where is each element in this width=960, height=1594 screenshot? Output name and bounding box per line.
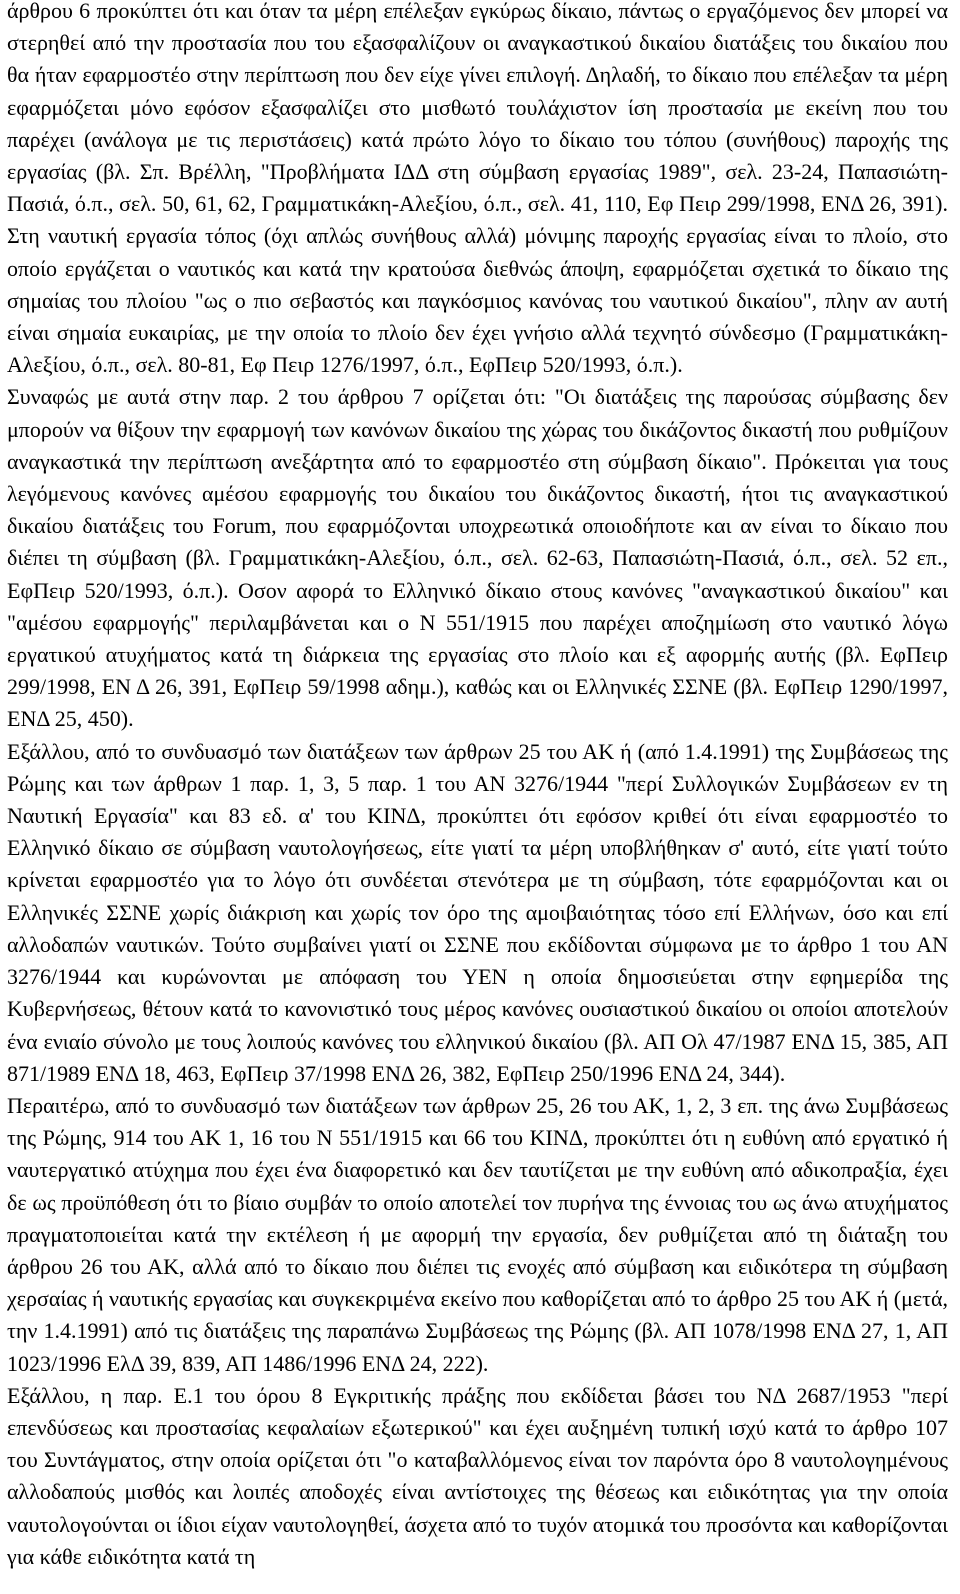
paragraph-foreign-capital-approval: Εξάλλου, η παρ. Ε.1 του όρου 8 Εγκριτικής πράξης που εκδίδεται βάσει του ΝΔ 2687/1953 "περί επενδύσεως και προστασίας κεφαλαίων εξωτερικού" και έχει αυξημένη τυπική ισχύ κατά το άρθρο 107 του Συντάγματος, στην οποία ορίζεται ότι "ο καταβαλλόμενος είναι τον παρόντα όρο 8 ναυτολογημένους αλλοδαπούς μισθός και λοιπές αποδοχές είναι αντίστοιχες της θέσεως και ειδικότητας για την οποία ναυτολογούνται οι ίδιοι είχαν ναυτολογηθεί, άσχετα από το τυχόν ατομικά του προσόντα και καθορίζονται για κάθε ειδικότητα κατά τη [7, 1382, 948, 1569]
paragraph-accident-liability: Περαιτέρω, από το συνδυασμό των διατάξεων των άρθρων 25, 26 του ΑΚ, 1, 2, 3 επ. της άνω Συμβάσεως της Ρώμης, 914 του ΑΚ 1, 16 του Ν 551/1915 και 66 του ΚΙΝΔ, προκύπτει ότι η ευθύνη από εργατικό ή ναυτεργατικό ατύχημα που έχει ένα διαφορετικό και δεν ταυτίζεται με την ευθύνη από αδικοπραξία, έχει δε ως προϋπόθεση ότι το βίαιο συμβάν το οποίο αποτελεί τον πυρήνα της έννοιας του ως άνω ατυχήματος πραγματοποιείται κατά την εκτέλεση ή με αφορμή την εργασία, δεν ρυθμίζεται από τη διάταξη του άρθρου 26 του ΑΚ, αλλά από το δίκαιο που διέπει τις ενοχές από σύμβαση και ειδικότερα τη σύμβαση χερσαίας ή ναυτικής εργασίας και συγκεκριμένα εκείνο που καθορίζεται από το άρθρο 25 του ΑΚ ή (μετά, την 1.4.1991) από τις διατάξεις της παραπάνω Συμβάσεως της Ρώμης (βλ. ΑΠ 1078/1998 ΕΝΔ 27, 1, ΑΠ 1023/1996 ΕλΔ 39, 839, ΑΠ 1486/1996 ΕΝΔ 24, 222). [7, 1092, 949, 1376]
paragraph-mandatory-rules: Συναφώς με αυτά στην παρ. 2 του άρθρου 7 ορίζεται ότι: "Οι διατάξεις της παρούσας σύμβασης δεν μπορούν να θίξουν την εφαρμογή των κανόνων δικαίου της χώρας του δικάζοντος δικαστή που ρυθμίζουν αναγκαστικά την περίπτωση ανεξάρτητα από το εφαρμοστέο στη σύμβαση δίκαιο". Πρόκειται για τους λεγόμενους κανόνες αμέσου εφαρμογής του δικαίου του δικάζοντος δικαστή, ήτοι τις αναγκαστικού δικαίου διατάξεις του Forum, που εφαρμόζονται υποχρεωτικά οποιοδήποτε και αν είναι το δίκαιο που διέπει τη σύμβαση (βλ. Γραμματικάκη-Αλεξίου, ό.π., σελ. 62-63, Παπασιώτη-Πασιά, ό.π., σελ. 52 επ., ΕφΠειρ 520/1993, ό.π.). Οσον αφορά το Ελληνικό δίκαιο στους κανόνες "αναγκαστικού δικαίου" και "αμέσου εφαρμογής" περιλαμβάνεται και ο Ν 551/1915 που παρέχει αποζημίωση στο ναυτικό λόγω εργατικού ατυχήματος κατά τη διάρκεια της εργασίας στο πλοίο και εξ αφορμής αυτής (βλ. ΕφΠειρ 299/1998, ΕΝ Δ 26, 391, ΕφΠειρ 59/1998 αδημ.), καθώς και οι Ελληνικές ΣΣΝΕ (βλ. ΕφΠειρ 1290/1997, ΕΝΔ 25, 450). [7, 384, 948, 732]
paragraph-collective-agreements: Εξάλλου, από το συνδυασμό των διατάξεων των άρθρων 25 του ΑΚ ή (από 1.4.1991) της Συμβάσεως της Ρώμης και των άρθρων 1 παρ. 1, 3, 5 παρ. 1 του ΑΝ 3276/1944 "περί Συλλογικών Συμβάσεων εν τη Ναυτική Εργασία" και 83 εδ. α' του ΚΙΝΔ, προκύπτει ότι εφόσον κριθεί ότι είναι εφαρμοστέο το Ελληνικό δίκαιο σε σύμβαση ναυτολογήσεως, είτε γιατί τα μέρη υποβλήθηκαν σ' αυτό, είτε γιατί τούτο κρίνεται εφαρμοστέο για το λόγο ότι συνδέεται στενότερα με τη σύμβαση, τότε εφαρμόζονται και οι Ελληνικές ΣΣΝΕ χωρίς διάκριση και χωρίς τον όρο της αμοιβαιότητας τόσο επί Ελλήνων, όσο και επί αλλοδαπών ναυτικών. Τούτο συμβαίνει γιατί οι ΣΣΝΕ που εκδίδονται σύμφωνα με το άρθρο 1 του ΑΝ 3276/1944 και κυρώνονται με απόφαση του ΥΕΝ η οποία δημοσιεύεται στην εφημερίδα της Κυβερνήσεως, θέτουν κατά το κανονιστικό τους μέρος κανόνες ουσιαστικού δικαίου οι οποίοι αποτελούν ένα ενιαίο σύνολο με τους λοιπούς κανόνες του ελληνικού δικαίου (βλ. ΑΠ Ολ 47/1987 ΕΝΔ 15, 385, ΑΠ 871/1989 ΕΝΔ 18, 463, ΕφΠειρ 37/1998 ΕΝΔ 26, 382, ΕφΠειρ 250/1996 ΕΝΔ 24, 344). [7, 738, 948, 1086]
paragraph-choice-of-law: άρθρου 6 προκύπτει ότι και όταν τα μέρη επέλεξαν εγκύρως δίκαιο, πάντως ο εργαζόμενος δεν μπορεί να στερηθεί από την προστασία που του εξασφαλίζουν οι αναγκαστικού δικαίου διατάξεις του δικαίου που θα ήταν εφαρμοστέο στην περίπτωση που δεν είχε γίνει επιλογή. Δηλαδή, το δίκαιο που επέλεξαν τα μέρη εφαρμόζεται μόνο εφόσον εξασφαλίζει στο μισθωτό τουλάχιστον ίση προστασία με εκείνη που του παρέχει (ανάλογα με τις περιστάσεις) κατά πρώτο λόγο το δίκαιο του τόπου (συνήθους) παροχής της εργασίας (βλ. Σπ. Βρέλλη, "Προβλήματα ΙΔΔ στη σύμβαση εργασίας 1989", σελ. 23-24, Παπασιώτη-Πασιά, ό.π., σελ. 50, 61, 62, Γραμματικάκη-Αλεξίου, ό.π., σελ. 41, 110, Εφ Πειρ 299/1998, ΕΝΔ 26, 391). Στη ναυτική εργασία τόπος (όχι απλώς συνήθους αλλά) μόνιμης παροχής εργασίας είναι το πλοίο, στο οποίο εργάζεται ο ναυτικός και κατά την κρατούσα διεθνώς άποψη, εφαρμόζεται σχετικά το δίκαιο της σημαίας του πλοίου "ως ο πιο σεβαστός και παγκόσμιος κανόνας του ναυτικού δικαίου", πλην αν αυτή είναι σημαία ευκαιρίας, με την οποία το πλοίο δεν έχει γνήσιο αλλά τεχνητό σύνδεσμο (Γραμματικάκη-Αλεξίου, ό.π., σελ. 80-81, Εφ Πειρ 1276/1997, ό.π., ΕφΠειρ 520/1993, ό.π.). [7, 0, 948, 378]
